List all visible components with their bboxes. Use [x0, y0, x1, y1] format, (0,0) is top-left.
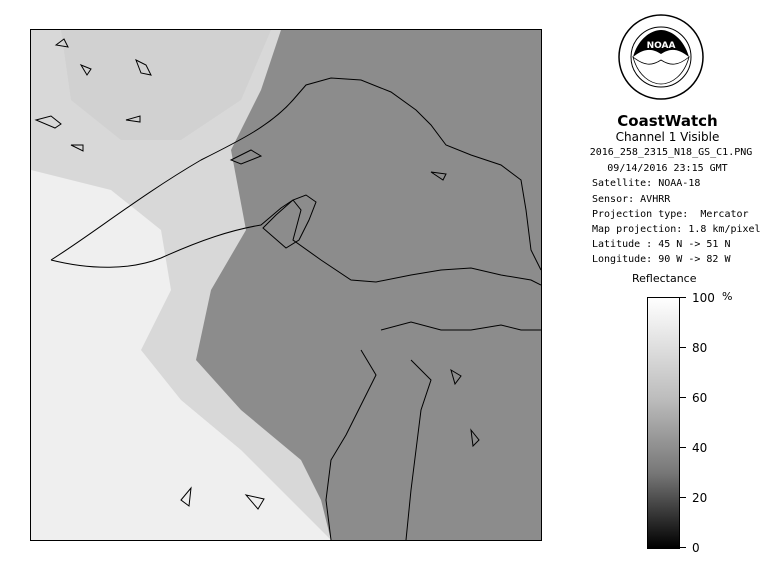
logo-text: NOAA	[646, 41, 676, 51]
map-projection-info: Map projection: 1.8 km/pixel	[592, 224, 761, 235]
noaa-logo	[618, 14, 704, 100]
satellite-info: Satellite: NOAA-18	[592, 178, 701, 189]
noaa-seal-icon	[618, 14, 704, 100]
latitude-info: Latitude : 45 N -> 51 N	[592, 239, 731, 250]
tick-label-60: 60	[692, 391, 708, 405]
channel-label: Channel 1 Visible	[615, 130, 720, 144]
satellite-map	[31, 30, 541, 540]
datetime: 09/14/2016 23:15 GMT	[607, 163, 728, 174]
filename: 2016_258_2315_N18_GS_C1.PNG	[589, 147, 753, 158]
colorbar-tick	[680, 297, 686, 298]
tick-label-40: 40	[692, 441, 708, 455]
longitude-info: Longitude: 90 W -> 82 W	[592, 254, 731, 265]
tick-label-100: 100	[692, 291, 715, 305]
colorbar-tick	[680, 497, 686, 498]
legend-title: Reflectance	[632, 272, 697, 285]
legend-unit: %	[722, 290, 733, 303]
colorbar-tick	[680, 447, 686, 448]
colorbar-tick	[680, 547, 686, 548]
projection-type-info: Projection type: Mercator	[592, 209, 749, 220]
colorbar-tick	[680, 347, 686, 348]
reflectance-colorbar	[647, 297, 680, 549]
tick-label-80: 80	[692, 341, 708, 355]
tick-label-0: 0	[692, 541, 700, 555]
sensor-info: Sensor: AVHRR	[592, 194, 671, 205]
tick-label-20: 20	[692, 491, 708, 505]
colorbar-tick	[680, 397, 686, 398]
satellite-image-panel[interactable]	[30, 29, 542, 541]
app-title: CoastWatch	[617, 112, 718, 130]
